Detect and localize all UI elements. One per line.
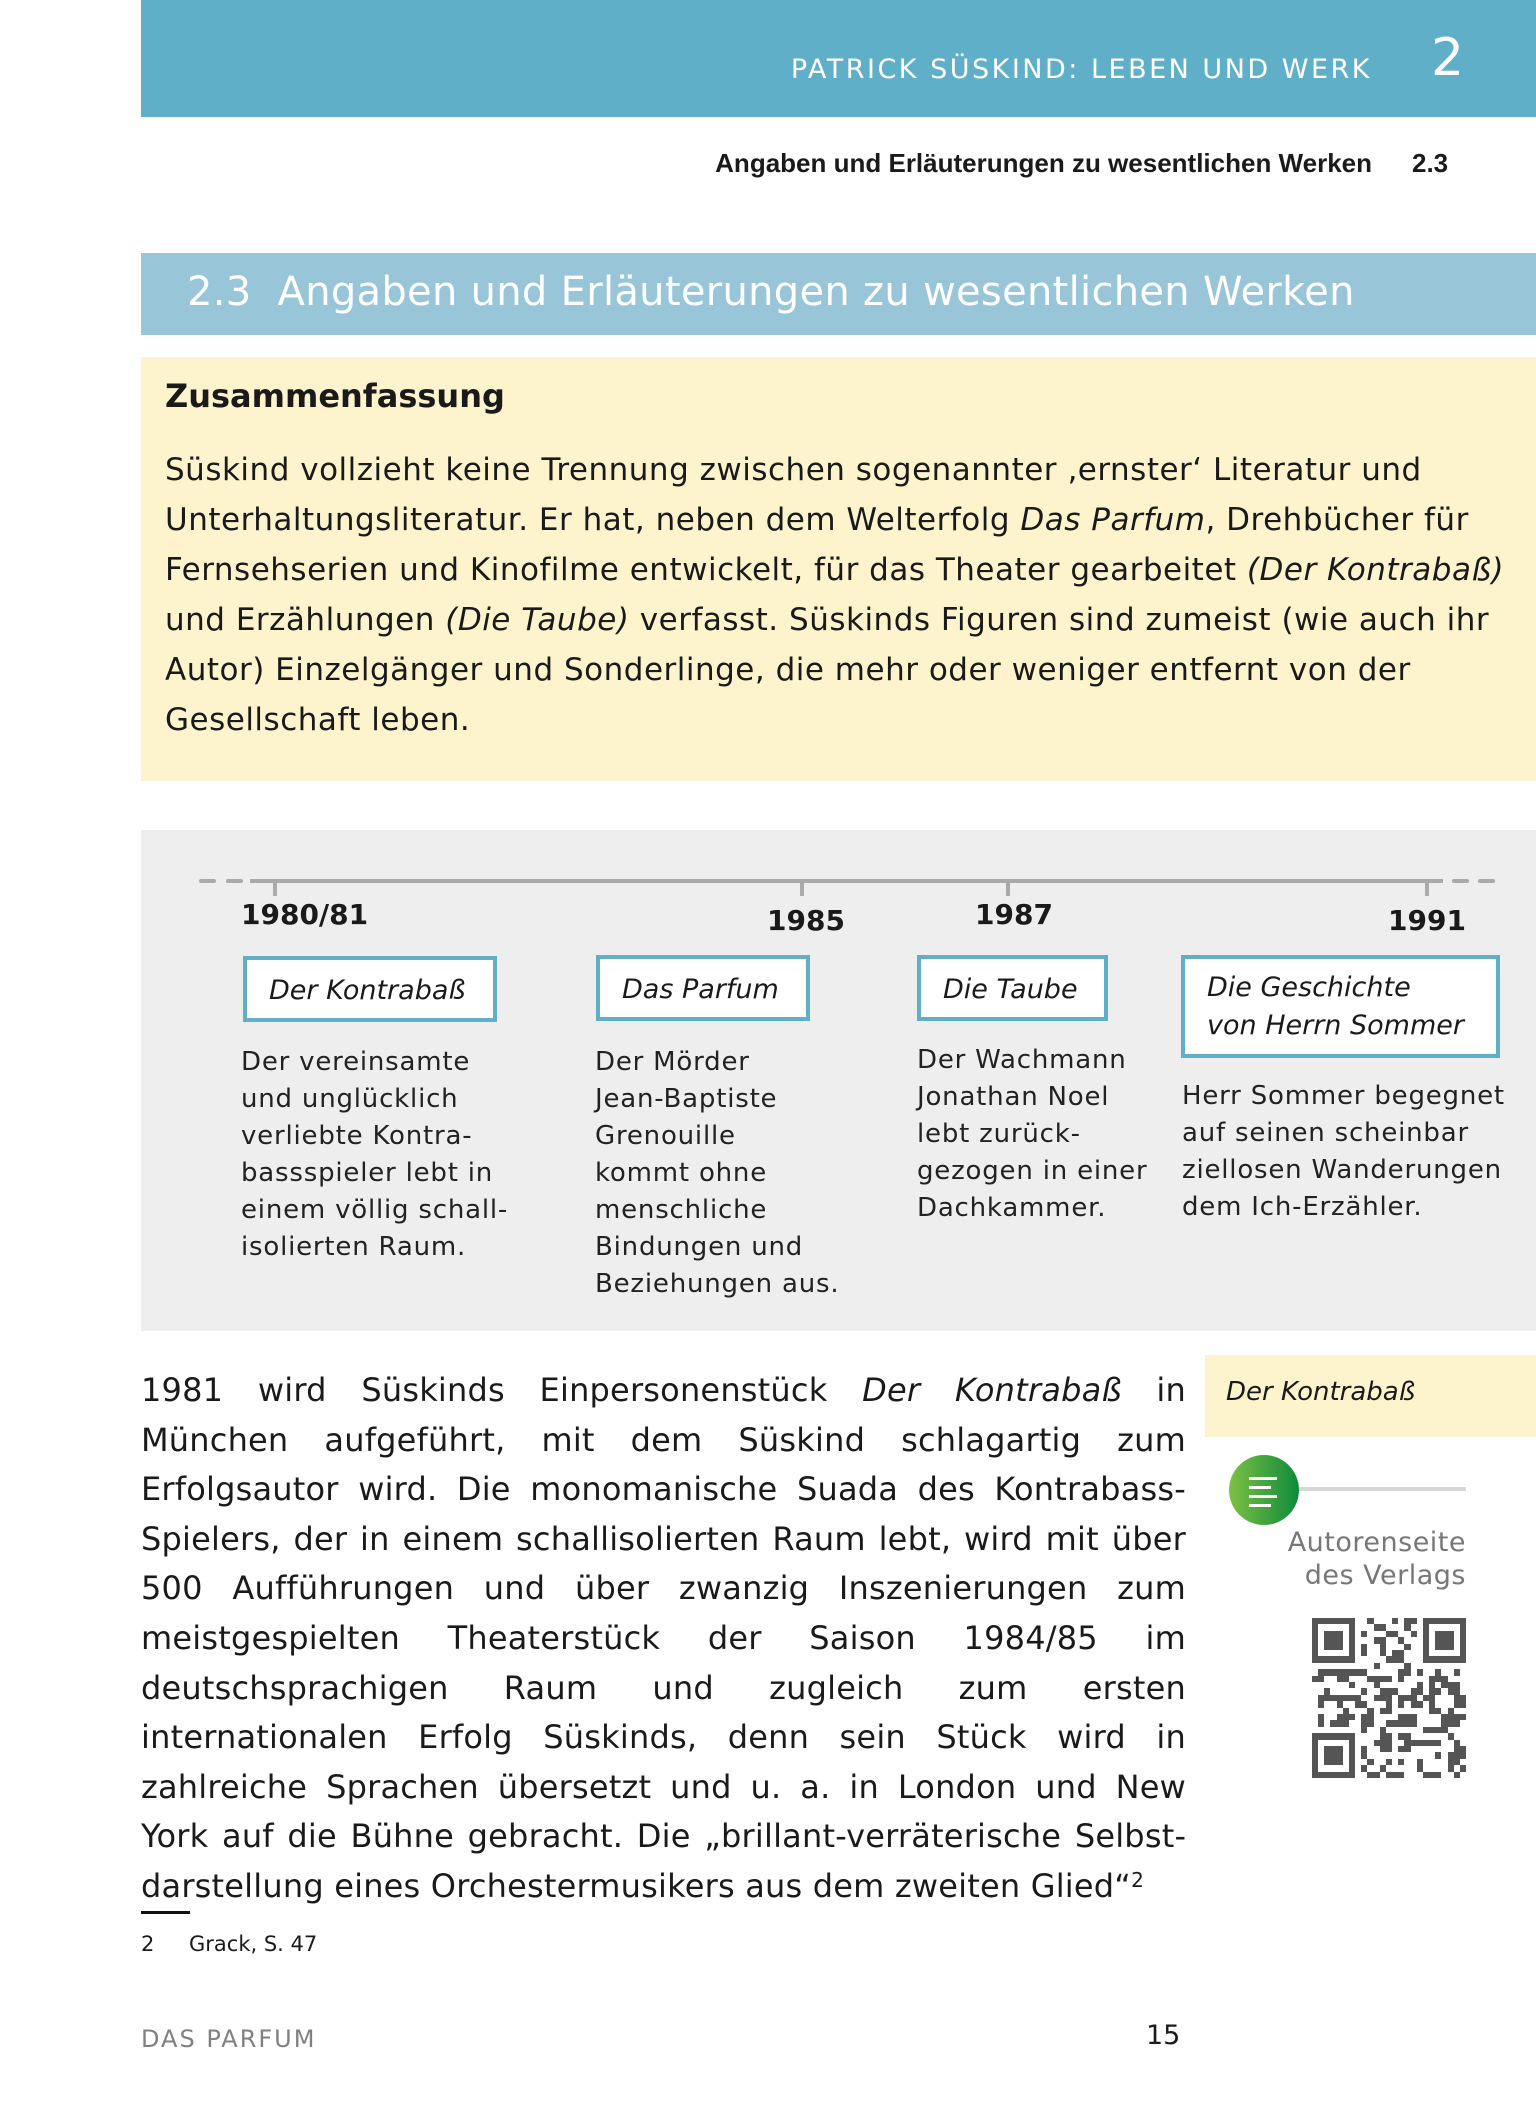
- description-line: Dachkammer.: [917, 1193, 1107, 1223]
- summary-text-part: , Drehbücher für Fernsehserien und Kinofilme entwickelt, für das Theater gearbeitet: [165, 502, 1469, 588]
- icon-line: [1249, 1495, 1277, 1498]
- description-line: Beziehungen aus.: [595, 1269, 840, 1299]
- work-title: (Der Kontrabaß): [1246, 552, 1505, 588]
- work-title-box: Das Parfum: [596, 955, 810, 1021]
- timeline-dash: [199, 879, 216, 883]
- section-heading: [187, 269, 1355, 315]
- footnote-separator: [141, 1911, 190, 1914]
- work-title: Das Parfum: [1020, 502, 1206, 538]
- timeline-year: 1987: [975, 898, 1053, 931]
- description-line: Jean-Baptiste: [595, 1084, 778, 1114]
- link-label-line: Autorenseite: [1287, 1527, 1466, 1558]
- summary-heading: Zusammenfassung: [165, 377, 505, 415]
- work-title: (Die Taube): [445, 602, 630, 638]
- author-page-link[interactable]: [1288, 1526, 1466, 1592]
- running-subsection-number: 2.3: [1412, 148, 1449, 178]
- summary-text-part: und Erzählungen: [165, 602, 446, 638]
- timeline-year: 1985: [767, 904, 845, 937]
- timeline-year: 1980/81: [241, 898, 369, 931]
- description-line: verliebte Kontra-: [241, 1121, 473, 1151]
- timeline-tick: [1425, 881, 1429, 896]
- description-line: Der Mörder: [595, 1047, 750, 1077]
- section-heading-bar: [141, 253, 1536, 335]
- icon-line: [1249, 1486, 1271, 1489]
- work-title-box: Der Kontrabaß: [243, 956, 497, 1022]
- timeline-axis: [250, 879, 1443, 883]
- description-line: Der vereinsamte: [241, 1047, 471, 1077]
- description-line: und unglücklich: [241, 1084, 459, 1114]
- margin-note-text: Der Kontrabaß: [1226, 1377, 1416, 1407]
- description-line: auf seinen scheinbar: [1182, 1118, 1469, 1148]
- work-description: [241, 1044, 508, 1266]
- body-paragraph: [141, 1366, 1186, 1912]
- icon-line: [1249, 1504, 1271, 1507]
- body-text-part: 1981 wird Süskinds Einpersonenstück: [141, 1371, 863, 1409]
- qr-code-icon[interactable]: [1312, 1618, 1466, 1778]
- timeline-dash: [226, 879, 243, 883]
- footnote-text: Grack, S. 47: [189, 1932, 318, 1956]
- description-line: ziellosen Wanderungen: [1182, 1155, 1502, 1185]
- description-line: einem völlig schall-: [241, 1195, 509, 1225]
- work-title-box: Die Taube: [917, 955, 1108, 1021]
- work-title-box: [1181, 955, 1500, 1058]
- work-title-line: Die Geschichte: [1207, 972, 1411, 1003]
- timeline-tick: [800, 881, 804, 896]
- chapter-number: 2: [1431, 28, 1465, 88]
- timeline-dash: [1478, 879, 1495, 883]
- section-title: Angaben und Erläuterungen zu wesentlichen Werken: [277, 269, 1355, 315]
- footer-book-title: DAS PARFUM: [141, 2025, 317, 2053]
- summary-text: [165, 445, 1535, 745]
- work-title: Der Kontrabaß: [862, 1371, 1122, 1409]
- running-subsection-title: Angaben und Erläuterungen zu wesentlichen Werken: [715, 148, 1372, 178]
- timeline-year: 1991: [1388, 904, 1466, 937]
- summary-text-part: Süskind vollzieht keine Trennung zwischen sogenannter ‚ernster‘ Literatur und Unterhaltungsliteratur. Er hat, neben dem Welterfolg: [165, 452, 1422, 538]
- icon-line: [1249, 1477, 1277, 1480]
- description-line: Bindungen und: [595, 1232, 804, 1262]
- timeline-tick: [273, 881, 277, 896]
- section-number: 2.3: [187, 269, 252, 315]
- link-label-line: des Verlags: [1304, 1560, 1466, 1591]
- chapter-header-bar: [141, 0, 1536, 117]
- description-line: dem Ich-Erzähler.: [1182, 1192, 1423, 1222]
- work-description: [595, 1044, 839, 1303]
- description-line: lebt zurück-: [917, 1119, 1081, 1149]
- description-line: bassspieler lebt in: [241, 1158, 494, 1188]
- summary-text-part: verfasst. Süskinds Figuren sind zumeist (wie auch ihr Autor) Einzelgänger und Sonderlinge, die mehr oder weniger entfernt von der Gesellschaft leben.: [165, 602, 1490, 738]
- icon-connector-line: [1299, 1487, 1466, 1491]
- description-line: isolierten Raum.: [241, 1232, 467, 1262]
- margin-note: [1205, 1355, 1536, 1437]
- work-title-line: von Herrn Sommer: [1207, 1010, 1464, 1041]
- footnote-reference[interactable]: 2: [1131, 1867, 1145, 1892]
- text-lines-icon[interactable]: [1229, 1455, 1299, 1525]
- description-line: menschliche: [595, 1195, 768, 1225]
- timeline-tick: [1006, 881, 1010, 896]
- description-line: gezogen in einer: [917, 1156, 1148, 1186]
- summary-box: [141, 357, 1536, 781]
- page-number: 15: [1146, 2020, 1181, 2051]
- body-text-part: in München aufgeführt, mit dem Süskind schlagartig zum Erfolgsautor wird. Die monomanische Suada des Kontrabass-Spielers, der in einem schallisolierten Raum lebt, wird mit über 500 Aufführungen und über zwanzig Inszenierungen zum meistgespielten Theaterstück der Saison 1984/85 im deutschsprachigen Raum und zugleich zum ersten internationalen Erfolg Süskinds, denn sein Stück wird in zahlreiche Sprachen übersetzt und u. a. in London und New York auf die Bühne gebracht. Die „brillant-verräterische Selbstdarstellung eines Orchestermusikers aus dem zweiten Glied“: [141, 1371, 1187, 1905]
- work-description: [917, 1042, 1147, 1227]
- works-timeline: [141, 830, 1536, 1331]
- description-line: Der Wachmann: [917, 1045, 1127, 1075]
- footnote: [141, 1932, 317, 1956]
- description-line: Herr Sommer begegnet: [1182, 1081, 1505, 1111]
- description-line: kommt ohne: [595, 1158, 768, 1188]
- description-line: Jonathan Noel: [917, 1082, 1110, 1112]
- timeline-dash: [1452, 879, 1469, 883]
- work-description: [1182, 1078, 1505, 1226]
- footnote-number: 2: [141, 1932, 155, 1956]
- description-line: Grenouille: [595, 1121, 736, 1151]
- chapter-title: PATRICK SÜSKIND: LEBEN UND WERK: [790, 54, 1372, 85]
